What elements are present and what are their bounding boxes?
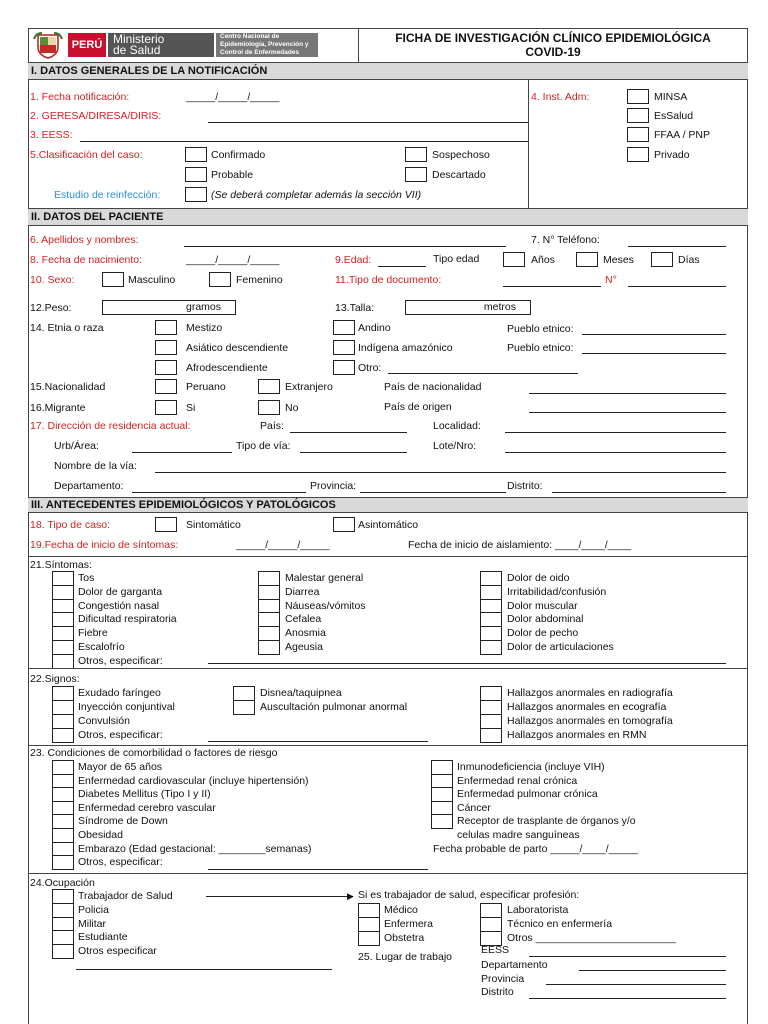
- sintoma-c3-label-0: Dolor de oido: [507, 572, 570, 584]
- ocupacion-label-1: Policia: [78, 903, 109, 916]
- extranjero-checkbox[interactable]: [258, 379, 280, 394]
- sintoma-c3-checkbox-0[interactable]: [480, 571, 502, 586]
- divider-21: [28, 668, 748, 669]
- mestizo-checkbox[interactable]: [155, 320, 177, 335]
- andino-label: Andino: [358, 322, 391, 334]
- pueblo-etnico-2-field[interactable]: [582, 353, 726, 354]
- section-1-header: I. DATOS GENERALES DE LA NOTIFICACIÓN: [28, 62, 748, 80]
- signo-c1-label-0: Exudado faríngeo: [78, 687, 161, 699]
- fecha-notificacion-label: 1. Fecha notificación:: [30, 91, 130, 103]
- ocupacion-checkbox-1[interactable]: [52, 903, 74, 918]
- femenino-checkbox[interactable]: [209, 272, 231, 287]
- sintomatico-checkbox[interactable]: [155, 517, 177, 532]
- sintoma-c2-checkbox-2[interactable]: [258, 599, 280, 614]
- sintomatico-label: Sintomático: [186, 519, 241, 531]
- privado-label: Privado: [654, 149, 690, 161]
- indigena-checkbox[interactable]: [333, 340, 355, 355]
- pueblo-etnico-1-field[interactable]: [582, 334, 726, 335]
- tipo-documento-field[interactable]: [503, 286, 601, 287]
- ocupacion-otros-field[interactable]: [76, 969, 332, 970]
- comorbilidad-c2-label-0: Inmunodeficiencia (incluye VIH): [457, 761, 605, 773]
- privado-checkbox[interactable]: [627, 147, 649, 162]
- essalud-label: EsSalud: [654, 110, 694, 122]
- geresa-field[interactable]: [208, 122, 528, 123]
- profesion-c2-checkbox-1[interactable]: [480, 917, 502, 932]
- comorbilidad-c1-label-3: Enfermedad cerebro vascular: [78, 801, 216, 814]
- clasificacion-label: 5.Clasificación del caso:: [30, 149, 143, 161]
- distrito-field[interactable]: [552, 492, 726, 493]
- asiatico-checkbox[interactable]: [155, 340, 177, 355]
- lugar-distrito-field[interactable]: [529, 998, 726, 999]
- migrante-no-label: No: [285, 402, 299, 414]
- tipo-edad-label: Tipo edad: [433, 253, 480, 265]
- profesion-c1-label-1: Enfermera: [384, 917, 434, 930]
- pais-origen-label: País de origen: [384, 401, 452, 413]
- sintomas-otros-field[interactable]: [208, 663, 726, 664]
- sintoma-c2-checkbox-4[interactable]: [258, 626, 280, 641]
- telefono-field[interactable]: [628, 246, 726, 247]
- ministerio-badge: [108, 33, 214, 57]
- divider-23: [28, 873, 748, 874]
- probable-checkbox[interactable]: [185, 167, 207, 182]
- ocupacion-label-4: Otros especificar: [78, 945, 157, 958]
- talla-field[interactable]: metros: [405, 300, 531, 315]
- migrante-si-label: Si: [186, 402, 196, 414]
- sintoma-c3-checkbox-5[interactable]: [480, 640, 502, 655]
- ocupacion-label-3: Estudiante: [78, 931, 128, 944]
- inicio-sintomas-field[interactable]: _____/_____/_____: [236, 539, 330, 551]
- profesion-c2-checkbox-0[interactable]: [480, 903, 502, 918]
- nacionalidad-label: 15.Nacionalidad: [30, 381, 106, 393]
- apellidos-label: 6. Apellidos y nombres:: [30, 234, 139, 246]
- peso-label: 12.Peso:: [30, 302, 72, 314]
- comorbilidad-c1-label-5: Obesidad: [78, 829, 123, 841]
- sintoma-c3-label-5: Dolor de articulaciones: [507, 641, 614, 653]
- inst-adm-label: 4. Inst. Adm:: [531, 91, 590, 103]
- sintoma-c1-checkbox-6[interactable]: [52, 654, 74, 669]
- asintomatico-checkbox[interactable]: [333, 517, 355, 532]
- otro-etnia-checkbox[interactable]: [333, 360, 355, 375]
- nombre-via-label: Nombre de la vía:: [54, 460, 137, 472]
- sintoma-c1-checkbox-3[interactable]: [52, 612, 74, 627]
- sintoma-c2-label-1: Diarrea: [285, 585, 320, 598]
- provincia-label: Provincia:: [310, 480, 357, 492]
- numero-label: N°: [605, 274, 617, 286]
- signo-c1-checkbox-0[interactable]: [52, 686, 74, 701]
- sintoma-c2-checkbox-0[interactable]: [258, 571, 280, 586]
- comorbilidad-c2-label-1: Enfermedad renal crónica: [457, 774, 578, 787]
- descartado-label: Descartado: [432, 169, 486, 181]
- ocupacion-checkbox-4[interactable]: [52, 944, 74, 959]
- lugar-eess-label: EESS: [481, 944, 510, 956]
- tipo-via-field[interactable]: [300, 452, 407, 453]
- tipo-caso-label: 18. Tipo de caso:: [30, 519, 110, 531]
- probable-label: Probable: [211, 169, 254, 181]
- femenino-label: Femenino: [236, 274, 283, 286]
- fecha-notificacion-field[interactable]: _____/_____/_____: [186, 91, 280, 103]
- minsa-checkbox[interactable]: [627, 89, 649, 104]
- sintoma-c2-checkbox-3[interactable]: [258, 612, 280, 627]
- reinfeccion-checkbox[interactable]: [185, 187, 207, 202]
- pais-label: País:: [260, 420, 284, 432]
- ocupacion-label-0: Trabajador de Salud: [78, 890, 173, 902]
- profesion-c1-checkbox-2[interactable]: [358, 931, 380, 946]
- signo-c2-label-1: Auscultación pulmonar anormal: [260, 701, 408, 713]
- eess-field[interactable]: [80, 141, 528, 142]
- pais-field[interactable]: [290, 432, 407, 433]
- comorbilidad-c1-checkbox-7[interactable]: [52, 855, 74, 870]
- centro-badge: [216, 33, 318, 57]
- signo-c1-checkbox-2[interactable]: [52, 714, 74, 729]
- ffaa-checkbox[interactable]: [627, 127, 649, 142]
- sintoma-c1-label-6: Otros, especificar:: [78, 654, 163, 667]
- lugar-trabajo-label: 25. Lugar de trabajo: [358, 951, 452, 963]
- sintoma-c1-label-4: Fiebre: [78, 627, 108, 640]
- sintoma-c2-label-3: Cefalea: [285, 613, 322, 626]
- urb-label: Urb/Área:: [54, 440, 99, 452]
- signo-c3-checkbox-1[interactable]: [480, 700, 502, 715]
- inicio-aislamiento-field[interactable]: Fecha de inicio de aislamiento: ____/____/____: [408, 539, 631, 551]
- otro-etnia-label: Otro:: [358, 362, 382, 374]
- frame-left: [28, 28, 29, 1024]
- essalud-checkbox[interactable]: [627, 108, 649, 123]
- signo-c1-label-1: Inyección conjuntival: [78, 701, 175, 713]
- andino-checkbox[interactable]: [333, 320, 355, 335]
- signo-c2-label-0: Disnea/taquipnea: [260, 687, 342, 699]
- pueblo-etnico-2-label: Pueblo etnico:: [507, 342, 574, 354]
- localidad-label: Localidad:: [433, 420, 481, 432]
- signo-c3-label-1: Hallazgos anormales en ecografía: [507, 701, 667, 713]
- comorbilidad-c1-label-1: Enfermedad cardiovascular (incluye hipertensión): [78, 774, 309, 787]
- departamento-label: Departamento:: [54, 480, 124, 492]
- anos-label: Años: [531, 254, 555, 266]
- asintomatico-label: Asintomático: [358, 519, 419, 531]
- celulas-label: celulas madre sanguíneas: [457, 829, 580, 841]
- lugar-provincia-field[interactable]: [546, 984, 726, 985]
- afro-checkbox[interactable]: [155, 360, 177, 375]
- ocupacion-checkbox-3[interactable]: [52, 930, 74, 945]
- centro-line3: Control de Enfermedades: [220, 49, 300, 56]
- ocupacion-checkbox-0[interactable]: [52, 889, 74, 904]
- coat-of-arms-icon: [32, 31, 64, 59]
- minsa-label: MINSA: [654, 91, 688, 103]
- sintoma-c3-checkbox-2[interactable]: [480, 599, 502, 614]
- peruano-label: Peruano: [186, 381, 226, 393]
- si-trabajador-label: Si es trabajador de salud, especificar profesión:: [358, 889, 580, 901]
- signo-c3-checkbox-0[interactable]: [480, 686, 502, 701]
- peru-badge: PERÚ: [68, 33, 106, 57]
- profesion-c2-label-1: Técnico en enfermería: [507, 917, 613, 930]
- signo-c3-checkbox-3[interactable]: [480, 728, 502, 743]
- asiatico-label: Asiático descendiente: [186, 342, 289, 354]
- sintoma-c1-checkbox-1[interactable]: [52, 585, 74, 600]
- form-subtitle: COVID-19: [525, 45, 581, 59]
- sintoma-c1-label-0: Tos: [78, 572, 95, 584]
- profesion-c1-checkbox-0[interactable]: [358, 903, 380, 918]
- migrante-si-checkbox[interactable]: [155, 400, 177, 415]
- reinfeccion-label: Estudio de reinfección:: [54, 189, 161, 201]
- indigena-label: Indígena amazónico: [358, 342, 453, 354]
- nombre-via-field[interactable]: [155, 472, 726, 473]
- sintoma-c1-label-5: Escalofrío: [78, 641, 125, 653]
- sintomas-label: 21.Síntomas:: [30, 559, 92, 571]
- form-title: FICHA DE INVESTIGACIÓN CLÍNICO EPIDEMIOLÓGICA: [395, 31, 711, 45]
- comorbilidad-c2-checkbox-4[interactable]: [431, 814, 453, 829]
- descartado-checkbox[interactable]: [405, 167, 427, 182]
- frame-right: [747, 28, 748, 1024]
- sintoma-c1-checkbox-4[interactable]: [52, 626, 74, 641]
- meses-label: Meses: [603, 254, 634, 266]
- signo-c3-label-3: Hallazgos anormales en RMN: [507, 729, 647, 741]
- profesion-c1-checkbox-1[interactable]: [358, 917, 380, 932]
- signo-c1-label-3: Otros, especificar:: [78, 729, 163, 741]
- localidad-field[interactable]: [505, 432, 726, 433]
- signo-c3-label-0: Hallazgos anormales en radiografía: [507, 687, 673, 699]
- logo: [32, 31, 318, 59]
- anos-checkbox[interactable]: [503, 252, 525, 267]
- extranjero-label: Extranjero: [285, 381, 333, 393]
- provincia-field[interactable]: [360, 492, 506, 493]
- sintoma-c1-checkbox-5[interactable]: [52, 640, 74, 655]
- confirmado-checkbox[interactable]: [185, 147, 207, 162]
- comorbilidad-otros-field[interactable]: [208, 869, 428, 870]
- sintoma-c3-checkbox-1[interactable]: [480, 585, 502, 600]
- section-1-divider: [528, 80, 529, 208]
- sintoma-c2-checkbox-1[interactable]: [258, 585, 280, 600]
- meses-checkbox[interactable]: [576, 252, 598, 267]
- ocupacion-label-2: Militar: [78, 917, 106, 930]
- fecha-nacimiento-label: 8. Fecha de nacimiento:: [30, 254, 143, 266]
- comorbilidad-c2-label-2: Enfermedad pulmonar crónica: [457, 788, 598, 801]
- sintoma-c1-checkbox-0[interactable]: [52, 571, 74, 586]
- sospechoso-label: Sospechoso: [432, 149, 490, 161]
- sintoma-c3-checkbox-3[interactable]: [480, 612, 502, 627]
- profesion-c1-label-0: Médico: [384, 904, 418, 916]
- sintoma-c3-label-4: Dolor de pecho: [507, 627, 579, 640]
- dias-checkbox[interactable]: [651, 252, 673, 267]
- fecha-nacimiento-field[interactable]: _____/_____/_____: [186, 254, 280, 266]
- signos-label: 22.Signos:: [30, 673, 80, 685]
- centro-line1: Centro Nacional de: [220, 33, 280, 40]
- lugar-provincia-label: Provincia: [481, 973, 525, 985]
- apellidos-field[interactable]: [184, 246, 506, 247]
- pais-nacionalidad-field[interactable]: [529, 393, 726, 394]
- reinfeccion-note: (Se deberá completar además la sección VII): [211, 189, 422, 201]
- sintoma-c3-label-3: Dolor abdominal: [507, 613, 584, 626]
- comorbilidad-c1-label-7: Otros, especificar:: [78, 856, 163, 869]
- sintoma-c1-label-2: Congestión nasal: [78, 599, 160, 612]
- lugar-eess-field[interactable]: [529, 956, 726, 957]
- signo-c1-checkbox-3[interactable]: [52, 728, 74, 743]
- comorbilidad-c2-label-4: Receptor de trasplante de órganos y/o: [457, 815, 636, 828]
- ocupacion-checkbox-2[interactable]: [52, 917, 74, 932]
- otro-etnia-field[interactable]: [388, 373, 578, 374]
- sintoma-c3-label-1: Irritabilidad/confusión: [507, 585, 607, 598]
- direccion-label: 17. Dirección de residencia actual:: [30, 420, 191, 432]
- sospechoso-checkbox[interactable]: [405, 147, 427, 162]
- arrow-head-icon: ▶: [347, 891, 354, 901]
- ministerio-line1: Ministerio: [113, 32, 165, 46]
- lote-field[interactable]: [505, 452, 726, 453]
- ffaa-label: FFAA / PNP: [654, 129, 711, 141]
- divider-22: [28, 745, 748, 746]
- sexo-label: 10. Sexo:: [30, 274, 75, 286]
- tipo-documento-label: 11.Tipo de documento:: [335, 274, 442, 286]
- centro-line2: Epidemiología, Prevención y: [220, 41, 309, 48]
- peruano-checkbox[interactable]: [155, 379, 177, 394]
- afro-label: Afrodescendiente: [186, 362, 268, 374]
- lote-label: Lote/Nro:: [433, 440, 477, 452]
- ocupacion-label: 24.Ocupación: [30, 877, 95, 889]
- comorbilidad-c1-label-4: Síndrome de Down: [78, 815, 168, 828]
- edad-field[interactable]: [378, 266, 426, 267]
- signo-c1-label-2: Convulsión: [78, 715, 130, 727]
- inicio-sintomas-label: 19.Fecha de inicio de síntomas:: [30, 539, 179, 551]
- masculino-checkbox[interactable]: [102, 272, 124, 287]
- profesion-c2-label-2: Otros ________________________: [507, 931, 676, 944]
- sintoma-c2-checkbox-5[interactable]: [258, 640, 280, 655]
- divider-19: [28, 556, 748, 557]
- masculino-label: Masculino: [128, 274, 176, 286]
- sintoma-c2-label-0: Malestar general: [285, 572, 364, 584]
- peso-field[interactable]: gramos: [102, 300, 236, 315]
- migrante-label: 16.Migrante: [30, 402, 86, 414]
- pais-origen-field[interactable]: [529, 412, 726, 413]
- sintoma-c2-label-5: Ageusia: [285, 641, 323, 653]
- signo-c3-label-2: Hallazgos anormales en tomografía: [507, 715, 673, 727]
- lugar-distrito-label: Distrito: [481, 986, 514, 998]
- signo-c2-checkbox-1[interactable]: [233, 700, 255, 715]
- comorbilidad-c1-label-0: Mayor de 65 años: [78, 761, 163, 773]
- mestizo-label: Mestizo: [186, 322, 223, 334]
- ministerio-line2: de Salud: [113, 43, 161, 57]
- lugar-departamento-label: Departamento: [481, 959, 548, 971]
- sintoma-c2-label-4: Anosmia: [285, 627, 326, 640]
- sintoma-c2-label-2: Náuseas/vómitos: [285, 599, 366, 612]
- etnia-label: 14. Etnia o raza: [30, 322, 104, 334]
- comorbilidad-c2-label-3: Cáncer: [457, 801, 491, 814]
- comorbilidad-c1-label-6: Embarazo (Edad gestacional: ________semanas): [78, 842, 312, 855]
- fecha-parto-field[interactable]: Fecha probable de parto _____/____/_____: [433, 843, 638, 855]
- pueblo-etnico-1-label: Pueblo etnico:: [507, 323, 574, 335]
- sintoma-c3-checkbox-4[interactable]: [480, 626, 502, 641]
- pais-nacionalidad-label: País de nacionalidad: [384, 381, 482, 393]
- departamento-field[interactable]: [132, 492, 306, 493]
- profesion-c1-label-2: Obstetra: [384, 931, 425, 944]
- frame-top: [28, 28, 748, 29]
- comorbilidad-c1-label-2: Diabetes Mellitus (Tipo I y II): [78, 788, 211, 801]
- signos-otros-field[interactable]: [208, 741, 428, 742]
- section-3-header: III. ANTECEDENTES EPIDEMIOLÓGICOS Y PATOLÓGICOS: [28, 497, 748, 513]
- signo-c2-checkbox-0[interactable]: [233, 686, 255, 701]
- sintoma-c1-checkbox-2[interactable]: [52, 599, 74, 614]
- signo-c3-checkbox-2[interactable]: [480, 714, 502, 729]
- confirmado-label: Confirmado: [211, 149, 266, 161]
- edad-label: 9.Edad:: [335, 254, 372, 266]
- sintoma-c1-label-1: Dolor de garganta: [78, 585, 163, 598]
- profesion-c2-label-0: Laboratorista: [507, 904, 569, 916]
- lugar-departamento-field[interactable]: [579, 970, 726, 971]
- telefono-label: 7. N° Teléfono:: [531, 234, 600, 246]
- distrito-label: Distrito:: [507, 480, 543, 492]
- talla-label: 13.Talla:: [335, 302, 375, 314]
- sintoma-c3-label-2: Dolor muscular: [507, 599, 578, 612]
- section-2-header: II. DATOS DEL PACIENTE: [28, 208, 748, 226]
- arrow-line: [206, 896, 352, 897]
- tipo-via-label: Tipo de vía:: [236, 440, 291, 452]
- geresa-label: 2. GERESA/DIRESA/DIRIS:: [30, 110, 162, 122]
- sintoma-c1-label-3: Dificultad respiratoria: [78, 613, 177, 626]
- signo-c1-checkbox-1[interactable]: [52, 700, 74, 715]
- header-divider: [358, 28, 359, 62]
- eess-label: 3. EESS:: [30, 129, 73, 141]
- numero-documento-field[interactable]: [628, 286, 726, 287]
- dias-label: Días: [678, 254, 700, 266]
- comorbilidad-label: 23. Condiciones de comorbilidad o factores de riesgo: [30, 747, 278, 759]
- urb-field[interactable]: [132, 452, 232, 453]
- migrante-no-checkbox[interactable]: [258, 400, 280, 415]
